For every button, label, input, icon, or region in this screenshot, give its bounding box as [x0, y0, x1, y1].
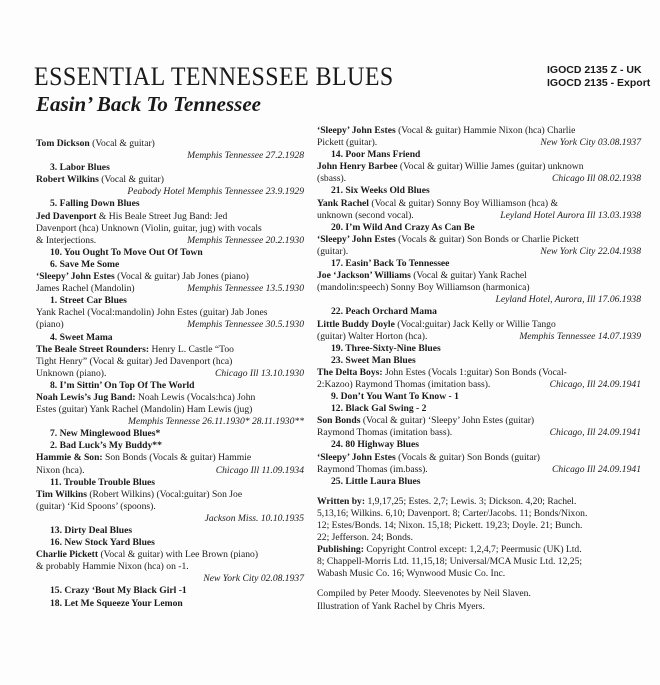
personnel-line	[36, 368, 304, 380]
personnel-detail: Yank Rachel (Vocal:mandolin) John Estes (guitar) Jab Jones	[36, 307, 268, 319]
personnel-text	[36, 465, 84, 477]
credit-text: 1,9,17,25; Estes. 2,7; Lewis. 3; Dickson. 4,20; Rachel.	[365, 495, 577, 507]
personnel-text	[36, 392, 255, 404]
recording-place-date: Peabody Hotel Memphis Tennessee 23.9.1929	[127, 186, 304, 198]
credit-line	[317, 588, 641, 600]
personnel-text	[36, 235, 96, 247]
personnel-line	[317, 246, 641, 258]
credit-line	[317, 601, 641, 613]
personnel-text	[36, 307, 267, 319]
recording-place-date: Chicago Ill 24.09.1941	[551, 463, 641, 475]
track-title: 13. Dirty Deal Blues	[50, 525, 133, 536]
credit-text: 5,13,16; Wilkins. 6,10; Davenport. 8; Carter/Jacobs. 11; Bonds/Nixon.	[317, 507, 588, 519]
personnel-text	[36, 344, 234, 356]
recording-place-date: Memphis Tennessee 14.07.1939	[519, 330, 641, 342]
credit-text: 12; Estes/Bonds. 14; Nixon. 15,18; Pickett. 19,23; Doyle. 21; Bunch.	[317, 520, 583, 531]
credit-line	[317, 544, 641, 556]
personnel-text	[36, 549, 258, 561]
personnel-detail: James Rachel (Mandolin)	[36, 283, 135, 295]
track-title: 2. Bad Luck’s My Buddy**	[50, 440, 162, 452]
personnel-line	[36, 356, 304, 368]
recording-place-date: Leyland Hotel Aurora Ill 13.03.1938	[500, 209, 641, 221]
personnel-detail: 2:Kazoo) Raymond Thomas (imitation bass).	[317, 378, 491, 390]
track-title: 10. You Ought To Move Out Of Town	[50, 246, 203, 258]
credit-text: 22; Jefferson. 24; Bonds.	[317, 532, 414, 544]
track-title: 5. Falling Down Blues	[50, 198, 140, 210]
personnel-text	[36, 452, 251, 464]
personnel-line	[36, 307, 304, 319]
credit-text: Compiled by Peter Moody. Sleevenotes by Neil Slaven.	[317, 588, 531, 600]
personnel-text	[317, 161, 584, 173]
personnel-detail: (Vocal & guitar)	[89, 138, 155, 149]
personnel-line	[36, 344, 304, 356]
recording-place-date: Memphis Tennessee 30.5.1930	[187, 319, 304, 331]
personnel-text	[36, 319, 64, 331]
artist-name: Tim Wilkins	[36, 488, 87, 500]
credit-text: Illustration of Yank Rachel by Chris Myers.	[317, 600, 485, 612]
personnel-detail: Pickett (guitar).	[317, 137, 378, 149]
personnel-detail: & His Beale Street Jug Band: Jed	[96, 210, 228, 222]
personnel-detail: (piano)	[36, 319, 64, 331]
personnel-detail: (guitar) ‘Kid Spoons’ (spoons).	[36, 500, 156, 512]
personnel-detail: Henry L. Castle “Too	[149, 343, 234, 355]
personnel-line	[317, 379, 641, 391]
personnel-text	[317, 137, 377, 149]
personnel-line	[317, 161, 641, 173]
personnel-text	[317, 367, 567, 379]
artist-name: Yank Rachel	[317, 197, 369, 209]
track-title: 24. 80 Highway Blues	[331, 439, 419, 451]
credit-label: Written by:	[317, 495, 366, 507]
personnel-detail: (Vocal & guitar) Willie James (guitar) unknown	[397, 161, 584, 173]
personnel-line	[317, 210, 641, 222]
personnel-detail: Raymond Thomas (imitation bass).	[317, 427, 453, 439]
artist-name: John Henry Barbee	[317, 161, 398, 173]
personnel-line	[317, 464, 641, 476]
personnel-detail: (Robert Wilkins) (Vocal:guitar) Son Joe	[86, 488, 243, 500]
publishing-credits	[317, 544, 641, 580]
track-title: 25. Little Laura Blues	[331, 475, 421, 487]
personnel-line	[317, 415, 641, 427]
recording-place-date: Memphis Tennessee 20.2.1930	[187, 234, 304, 246]
personnel-detail: Unknown (piano).	[36, 367, 107, 379]
track-title: 11. Trouble Trouble Blues	[50, 476, 156, 488]
artist-name: Charlie Pickett	[36, 549, 99, 561]
personnel-line	[36, 283, 304, 295]
recording-place-date: New York City 22.04.1938	[540, 245, 641, 257]
personnel-text	[36, 271, 249, 283]
personnel-detail: (Vocal & guitar) with Lee Brown (piano)	[98, 549, 259, 561]
personnel-line	[317, 270, 641, 282]
personnel-text	[317, 415, 534, 427]
recording-place-date: New York City 02.08.1937	[203, 573, 304, 585]
personnel-line	[36, 174, 304, 186]
credit-text: Wabash Music Co. 16; Wynwood Music Co. Inc.	[317, 568, 506, 580]
personnel-line	[317, 367, 641, 379]
personnel-line	[317, 319, 641, 331]
personnel-text	[317, 452, 540, 464]
artist-name: Joe ‘Jackson’ Williams	[317, 270, 411, 282]
personnel-detail: (Vocal & guitar) Jab Jones (piano)	[114, 271, 249, 283]
personnel-text	[317, 125, 575, 137]
personnel-text	[317, 379, 490, 391]
recording-place-date: New York City 03.08.1937	[540, 137, 641, 149]
personnel-line	[36, 489, 304, 501]
personnel-detail: Estes (guitar) Yank Rachel (Mandolin) Ham Lewis (jug)	[36, 404, 253, 416]
personnel-line	[36, 404, 304, 416]
personnel-text	[317, 173, 346, 185]
credit-label: Publishing:	[317, 544, 364, 556]
personnel-line	[36, 223, 304, 235]
recording-place-date: Jackson Miss. 10.10.1935	[204, 512, 304, 524]
personnel-line	[317, 331, 641, 343]
personnel-detail: Davenport (hca) Unknown (Violin, guitar, jug) with vocals	[36, 222, 262, 234]
artist-name: ‘Sleepy’ John Estes	[36, 271, 115, 283]
artist-name: Tom Dickson	[36, 138, 90, 149]
personnel-detail: (Vocals & guitar) Son Bonds (guitar)	[395, 451, 540, 463]
written-by-credits	[317, 496, 641, 544]
credit-line	[317, 496, 641, 508]
personnel-detail: & probably Hammie Nixon (hca) on -1.	[36, 561, 189, 573]
personnel-line	[317, 234, 641, 246]
personnel-detail: (Vocal & guitar) ‘Sleepy’ John Estes (guitar)	[360, 415, 535, 427]
credit-text: 8; Chappell-Morris Ltd. 11,15,18; Universal/MCA Music Ltd. 12,25;	[317, 556, 583, 568]
personnel-line	[317, 173, 641, 185]
catalog-numbers	[547, 64, 650, 90]
track-title: 12. Black Gal Swing - 2	[331, 403, 427, 415]
track-title: 14. Poor Mans Friend	[331, 149, 421, 161]
credit-line	[317, 520, 641, 532]
track-title: 6. Save Me Some	[50, 258, 120, 270]
personnel-detail: Son Bonds (Vocals & guitar) Hammie	[102, 452, 252, 464]
album-subtitle: Easin’ Back To Tennessee	[36, 92, 261, 116]
personnel-detail: unknown (second vocal).	[317, 209, 414, 221]
personnel-text	[36, 174, 164, 186]
personnel-text	[317, 234, 579, 246]
personnel-line	[317, 125, 641, 137]
recording-place-date: Chicago Ill 13.10.1930	[214, 367, 304, 379]
personnel-line	[36, 549, 304, 561]
personnel-line	[36, 452, 304, 464]
artist-name: Little Buddy Doyle	[317, 318, 395, 330]
personnel-text	[317, 270, 527, 282]
personnel-detail: & Interjections.	[36, 234, 97, 246]
track-title: 15. Crazy ‘Bout My Black Girl -1	[50, 585, 187, 597]
personnel-detail: (Vocal:guitar) Jack Kelly or Willie Tango	[394, 318, 556, 330]
catalog-number-uk: IGOCD 2135 Z - UK	[547, 64, 642, 76]
credit-line	[317, 568, 641, 580]
personnel-line	[36, 271, 304, 283]
personnel-line	[317, 427, 641, 439]
personnel-detail: (Vocal & guitar) Yank Rachel	[410, 270, 527, 282]
track-title: 8. I’m Sittin’ On Top Of The World	[50, 379, 195, 391]
track-title: 21. Six Weeks Old Blues	[331, 185, 430, 197]
track-title: 22. Peach Orchard Mama	[331, 306, 437, 318]
recording-place-date: Leyland Hotel, Aurora, Ill 17.06.1938	[495, 294, 641, 306]
personnel-detail: (guitar) Walter Horton (hca).	[317, 330, 428, 342]
personnel-line	[36, 319, 304, 331]
track-title: 23. Sweet Man Blues	[331, 354, 416, 366]
personnel-detail: (sbass).	[317, 173, 347, 185]
personnel-text	[317, 464, 428, 476]
personnel-text	[36, 561, 189, 573]
recording-place-date: Chicago, Ill 24.09.1941	[549, 378, 641, 390]
recording-place-date: Memphis Tennessee 27.2.1928	[187, 150, 304, 162]
recording-place-date: Memphis Tennesse 26.11.1930* 28.11.1930**	[128, 416, 304, 428]
artist-name: The Beale Street Rounders:	[36, 343, 150, 355]
personnel-text	[317, 319, 556, 331]
album-title: ESSENTIAL TENNESSEE BLUES	[34, 62, 394, 91]
personnel-line	[36, 138, 304, 150]
personnel-text	[36, 368, 106, 380]
session-list-left	[36, 138, 304, 610]
personnel-line	[36, 561, 304, 573]
personnel-text	[36, 283, 135, 295]
personnel-text	[36, 356, 232, 368]
artist-name: ‘Sleepy’ John Estes	[317, 451, 396, 463]
recording-place-date: Chicago, Ill 24.09.1941	[549, 427, 641, 439]
artist-name: ‘Sleepy’ John Estes	[317, 125, 396, 136]
personnel-text	[36, 211, 227, 223]
personnel-detail: Noah Lewis (Vocals:hca) John	[135, 391, 256, 403]
personnel-line	[317, 452, 641, 464]
personnel-detail: (Vocals & guitar) Son Bonds or Charlie Pickett	[395, 233, 579, 245]
personnel-text	[36, 489, 242, 501]
personnel-line	[36, 501, 304, 513]
compiled-credits	[317, 588, 641, 612]
artist-name: Noah Lewis’s Jug Band:	[36, 391, 136, 403]
personnel-line	[36, 235, 304, 247]
personnel-text	[36, 138, 155, 150]
session-list-right	[317, 125, 641, 613]
personnel-text	[317, 282, 530, 294]
track-title: 17. Easin’ Back To Tennessee	[331, 258, 450, 270]
personnel-detail: (mandolin:speech) Sonny Boy Williamson (harmonica)	[317, 282, 530, 294]
track-title: 9. Don’t You Want To Know - 1	[331, 391, 459, 403]
track-title: 7. New Minglewood Blues*	[50, 428, 161, 440]
track-title: 20. I’m Wild And Crazy As Can Be	[331, 221, 475, 233]
track-title: 1. Street Car Blues	[50, 295, 127, 307]
personnel-text	[36, 404, 252, 416]
personnel-detail: Raymond Thomas (im.bass).	[317, 463, 428, 475]
personnel-line	[36, 392, 304, 404]
personnel-detail: (Vocal & guitar) Sonny Boy Williamson (hca) &	[368, 197, 558, 209]
personnel-line	[317, 137, 641, 149]
personnel-detail: Tight Henry” (Vocal & guitar) Jed Davenport (hca)	[36, 355, 233, 367]
personnel-detail: (Vocal & guitar)	[98, 174, 164, 186]
personnel-text	[36, 501, 156, 513]
personnel-detail: (Vocal & guitar) Hammie Nixon (hca) Charlie	[395, 125, 576, 136]
credit-text: Copyright Control except: 1,2,4,7; Peermusic (UK) Ltd.	[363, 544, 582, 556]
personnel-detail: Nixon (hca).	[36, 464, 85, 476]
track-title: 4. Sweet Mama	[50, 331, 113, 343]
artist-name: Robert Wilkins	[36, 174, 99, 186]
personnel-line	[317, 198, 641, 210]
artist-name: Son Bonds	[317, 415, 361, 427]
personnel-text	[317, 198, 558, 210]
credit-line	[317, 508, 641, 520]
personnel-line	[36, 465, 304, 477]
recording-place-date: Chicago Ill 11.09.1934	[215, 464, 304, 476]
track-title: 18. Let Me Squeeze Your Lemon	[50, 597, 183, 609]
personnel-line	[36, 211, 304, 223]
personnel-line	[317, 282, 641, 294]
artist-name: Jed Davenport	[36, 210, 97, 222]
recording-place-date: Chicago Ill 08.02.1938	[551, 173, 641, 185]
personnel-text	[317, 427, 452, 439]
catalog-number-export: IGOCD 2135 - Export	[547, 77, 651, 89]
personnel-detail: (guitar).	[317, 245, 349, 257]
personnel-text	[317, 331, 427, 343]
personnel-text	[317, 246, 348, 258]
personnel-detail: John Estes (Vocals 1:guitar) Son Bonds (Vocal-	[382, 366, 567, 378]
session-entries-right	[317, 125, 641, 488]
credits-block	[317, 496, 641, 613]
artist-name: The Delta Boys:	[317, 366, 383, 378]
personnel-text	[36, 223, 262, 235]
recording-place-date: Memphis Tennessee 13.5.1930	[187, 283, 304, 295]
track-title: 19. Three-Sixty-Nine Blues	[331, 342, 441, 354]
track-title: 16. New Stock Yard Blues	[50, 537, 155, 549]
personnel-text	[317, 210, 414, 222]
credit-line	[317, 532, 641, 544]
track-title: 3. Labor Blues	[50, 162, 110, 174]
credit-line	[317, 556, 641, 568]
artist-name: ‘Sleepy’ John Estes	[317, 233, 396, 245]
artist-name: Hammie & Son:	[36, 452, 103, 464]
